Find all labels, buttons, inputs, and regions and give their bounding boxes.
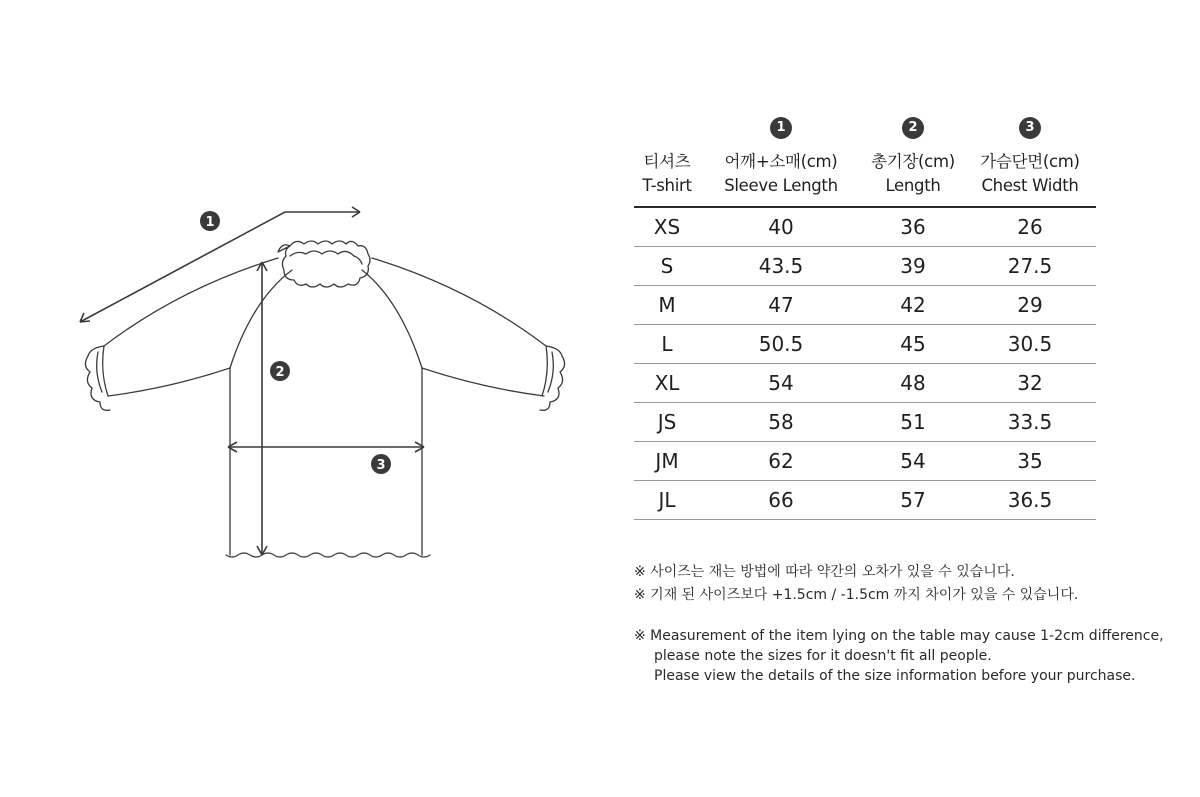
table-row <box>634 403 1096 442</box>
header-row <box>634 142 1096 207</box>
left-cuff-ruffle <box>85 346 110 410</box>
chest-cell: 35 <box>964 442 1096 481</box>
marker-1-badge: 1 <box>770 117 792 139</box>
sleeve-cell: 40 <box>700 207 862 247</box>
length-cell: 57 <box>862 481 964 520</box>
sleeve-cell: 62 <box>700 442 862 481</box>
table-row <box>634 481 1096 520</box>
marker-1-badge <box>200 211 220 231</box>
note-line: ※ Measurement of the item lying on the table may cause 1-2cm difference, <box>634 628 1164 644</box>
chest-cell: 32 <box>964 364 1096 403</box>
hem-ruffle <box>226 553 430 557</box>
size-cell: L <box>634 325 700 364</box>
sleeve-cell: 50.5 <box>700 325 862 364</box>
size-cell: XL <box>634 364 700 403</box>
table-row <box>634 364 1096 403</box>
marker-2-badge: 2 <box>902 117 924 139</box>
size-table <box>634 112 1096 520</box>
header-label-en: Chest Width <box>981 176 1079 195</box>
length-cell: 54 <box>862 442 964 481</box>
header-label-ko: 어깨+소매(cm) <box>724 152 838 171</box>
sleeve-length-arrow <box>80 212 360 322</box>
sleeve-cell: 54 <box>700 364 862 403</box>
sleeve-cell: 47 <box>700 286 862 325</box>
right-sleeve-outline <box>372 258 546 346</box>
table-row <box>634 442 1096 481</box>
size-cell: JL <box>634 481 700 520</box>
table-row <box>634 325 1096 364</box>
header-label-ko: 가슴단면(cm) <box>980 152 1080 171</box>
header-length <box>862 142 964 207</box>
header-label-en: Length <box>885 176 941 195</box>
notes-korean <box>634 561 1078 607</box>
header-sleeve <box>700 142 862 207</box>
marker-2-badge <box>270 361 290 381</box>
sleeve-cell: 58 <box>700 403 862 442</box>
table-row <box>634 247 1096 286</box>
size-cell: JM <box>634 442 700 481</box>
marker-3-badge <box>371 454 391 474</box>
table-row <box>634 286 1096 325</box>
left-sleeve-outline <box>104 258 278 346</box>
length-cell: 39 <box>862 247 964 286</box>
length-cell: 42 <box>862 286 964 325</box>
header-label-en: Sleeve Length <box>724 176 838 195</box>
chest-cell: 30.5 <box>964 325 1096 364</box>
marker-3-badge: 3 <box>1019 117 1041 139</box>
sleeve-cell: 66 <box>700 481 862 520</box>
neck-ruffle <box>278 241 370 287</box>
sleeve-cell: 43.5 <box>700 247 862 286</box>
header-label-ko: 총기장(cm) <box>871 152 955 171</box>
table-row <box>634 207 1096 247</box>
size-cell: XS <box>634 207 700 247</box>
chest-cell: 33.5 <box>964 403 1096 442</box>
note-line: Please view the details of the size information before your purchase. <box>654 668 1136 684</box>
note-line: ※ 기재 된 사이즈보다 +1.5cm / -1.5cm 까지 차이가 있을 수 있습니다. <box>634 587 1079 603</box>
length-cell: 48 <box>862 364 964 403</box>
chest-cell: 26 <box>964 207 1096 247</box>
chest-cell: 27.5 <box>964 247 1096 286</box>
svg-text:3: 3 <box>376 458 386 473</box>
chest-cell: 29 <box>964 286 1096 325</box>
right-cuff-ruffle <box>540 346 565 410</box>
size-cell: M <box>634 286 700 325</box>
chest-cell: 36.5 <box>964 481 1096 520</box>
header-chest <box>964 142 1096 207</box>
header-label-en: T-shirt <box>642 176 692 195</box>
raglan-seam-right <box>362 270 422 368</box>
length-cell: 51 <box>862 403 964 442</box>
size-cell: S <box>634 247 700 286</box>
svg-text:1: 1 <box>205 215 215 230</box>
notes-english <box>634 626 1164 686</box>
marker-row <box>634 112 1096 142</box>
header-tshirt <box>634 142 700 207</box>
header-label-ko: 티셔츠 <box>643 152 691 171</box>
size-cell: JS <box>634 403 700 442</box>
length-cell: 45 <box>862 325 964 364</box>
length-cell: 36 <box>862 207 964 247</box>
note-line: please note the sizes for it doesn't fit all people. <box>654 648 992 664</box>
note-line: ※ 사이즈는 재는 방법에 따라 약간의 오차가 있을 수 있습니다. <box>634 564 1015 580</box>
svg-text:2: 2 <box>275 365 285 380</box>
raglan-seam-left <box>230 270 292 368</box>
